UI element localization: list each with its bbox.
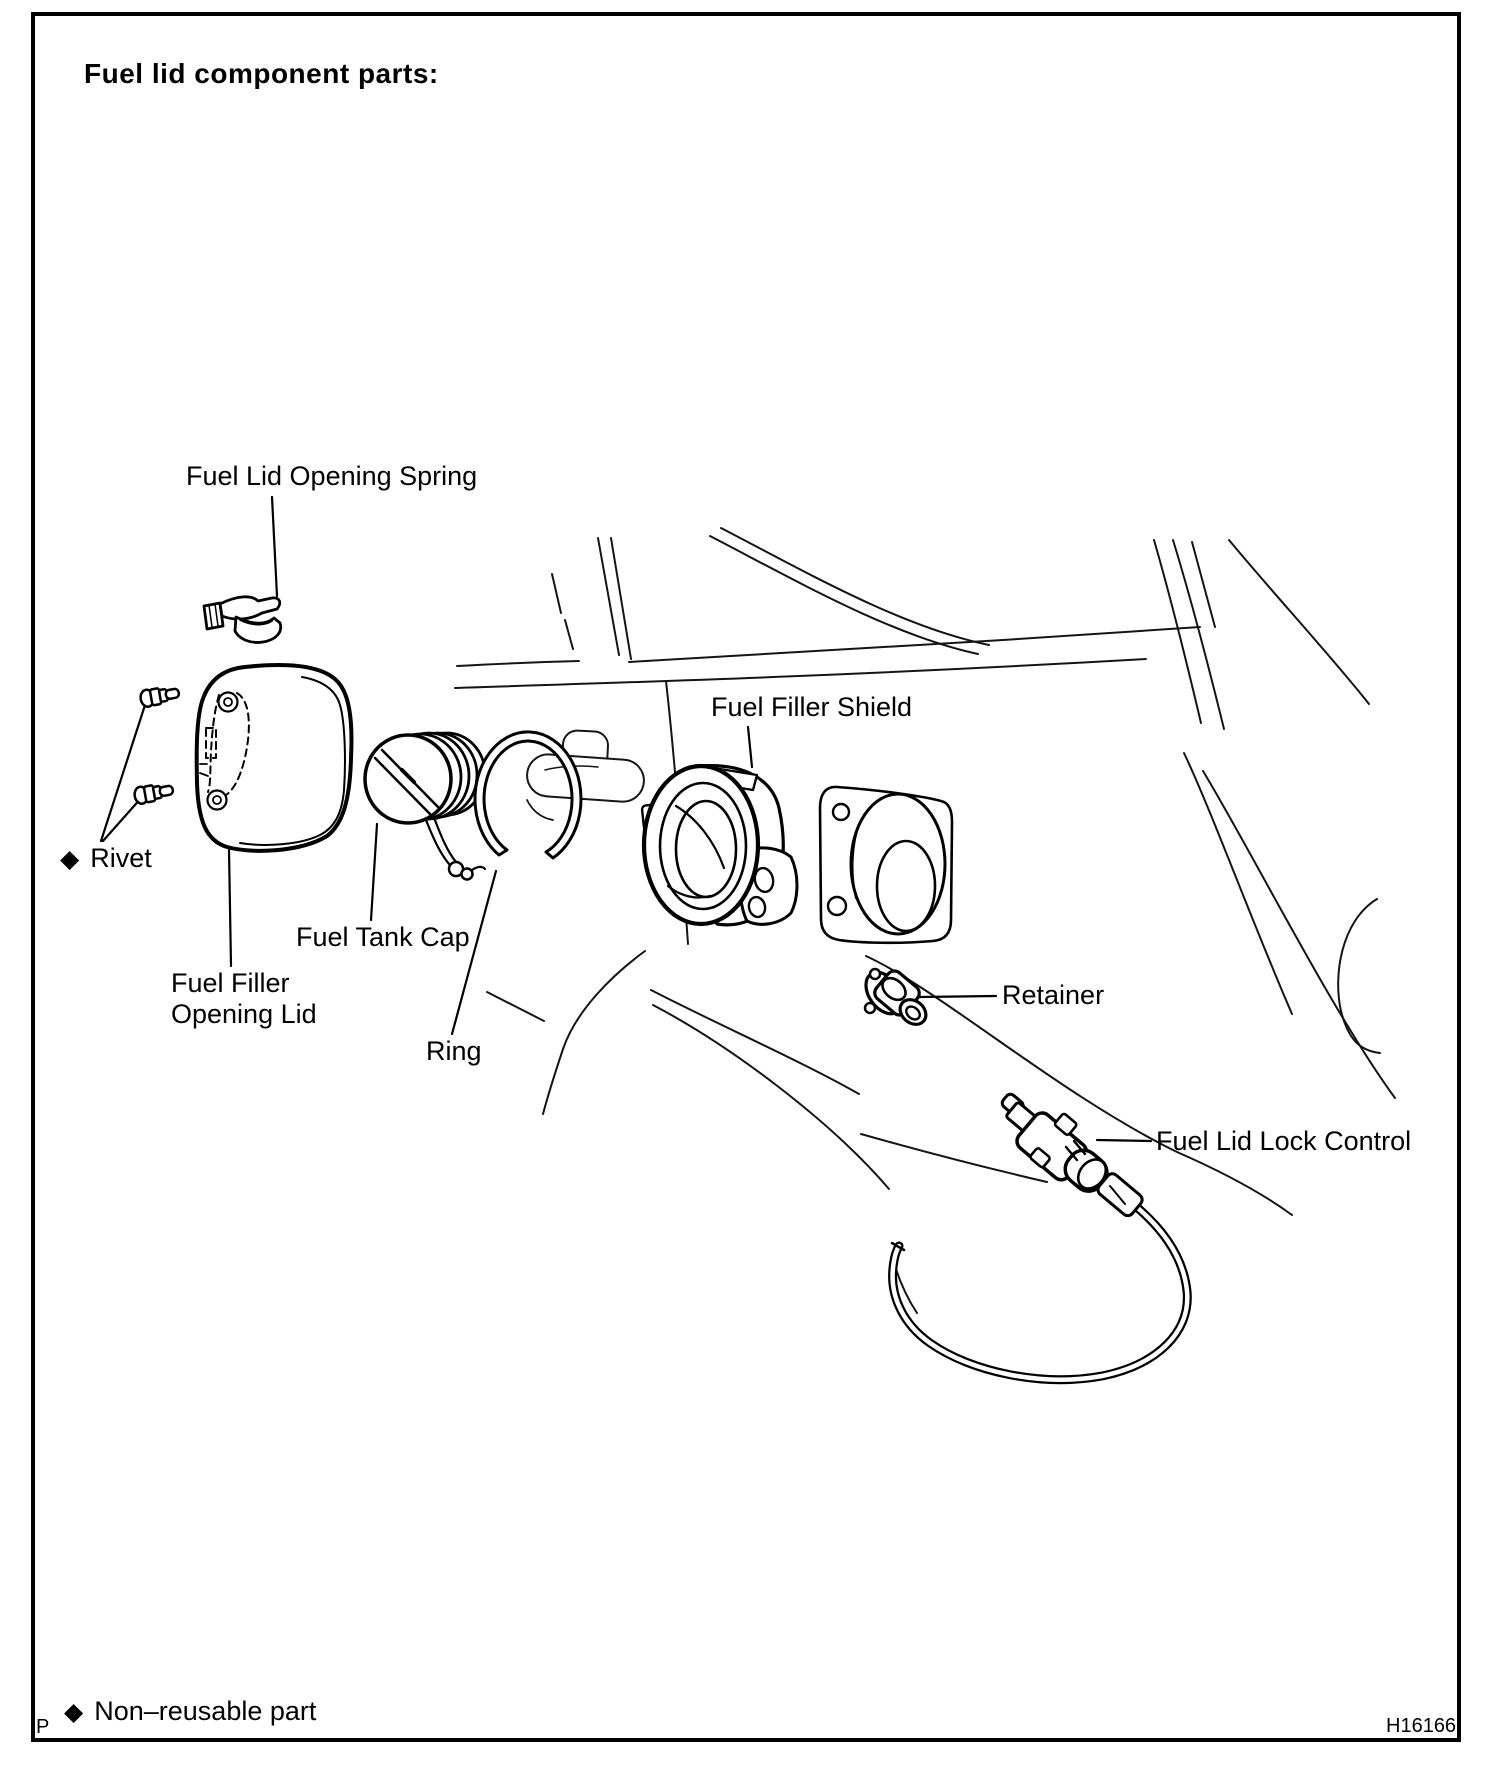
rivet-drawing-2 xyxy=(133,781,174,804)
leader-spring xyxy=(272,497,277,596)
label-rivet-text: Rivet xyxy=(90,843,152,873)
leader-filler-lid xyxy=(229,850,231,966)
label-fuel-filler-opening-lid-line1: Fuel Filler xyxy=(171,968,290,998)
label-fuel-tank-cap: Fuel Tank Cap xyxy=(296,922,470,952)
label-fuel-filler-shield: Fuel Filler Shield xyxy=(711,692,913,722)
leader-filler-shield xyxy=(748,727,752,767)
leader-tank-cap xyxy=(371,824,377,920)
legend-non-reusable-text: Non–reusable part xyxy=(94,1696,317,1726)
fuel-tank-cap-drawing xyxy=(365,733,485,880)
shield-housing-plate-drawing xyxy=(820,787,952,943)
label-retainer: Retainer xyxy=(1002,980,1105,1010)
lock-cable-core xyxy=(893,1204,1188,1380)
label-rivet xyxy=(60,843,152,875)
lock-cable-drawing xyxy=(892,1204,1187,1380)
leader-lock-control xyxy=(1097,1140,1151,1141)
page-title: Fuel lid component parts: xyxy=(84,58,439,89)
spring-drawing xyxy=(204,597,281,643)
page-marker: P xyxy=(36,1716,50,1738)
lock-cable-outline xyxy=(893,1204,1188,1380)
figure-code: H16166 xyxy=(1386,1715,1457,1737)
label-ring: Ring xyxy=(426,1036,482,1066)
legend-non-reusable xyxy=(64,1696,316,1727)
lock-control-drawing xyxy=(1000,1092,1144,1218)
non-reusable-diamond-icon: ◆ xyxy=(64,1698,84,1726)
leader-retainer xyxy=(920,996,996,997)
non-reusable-diamond-icon: ◆ xyxy=(60,845,80,873)
label-fuel-filler-opening-lid-line2: Opening Lid xyxy=(171,999,317,1029)
fuel-filler-shield-drawing xyxy=(642,766,797,925)
leader-rivet-upper xyxy=(101,702,146,841)
label-fuel-lid-lock-control: Fuel Lid Lock Control xyxy=(1156,1126,1412,1156)
fuel-lid-drawing xyxy=(197,665,352,851)
rivet-drawing-1 xyxy=(139,684,180,707)
label-fuel-filler-opening-lid xyxy=(171,968,317,1030)
label-fuel-lid-opening-spring: Fuel Lid Opening Spring xyxy=(186,461,478,491)
